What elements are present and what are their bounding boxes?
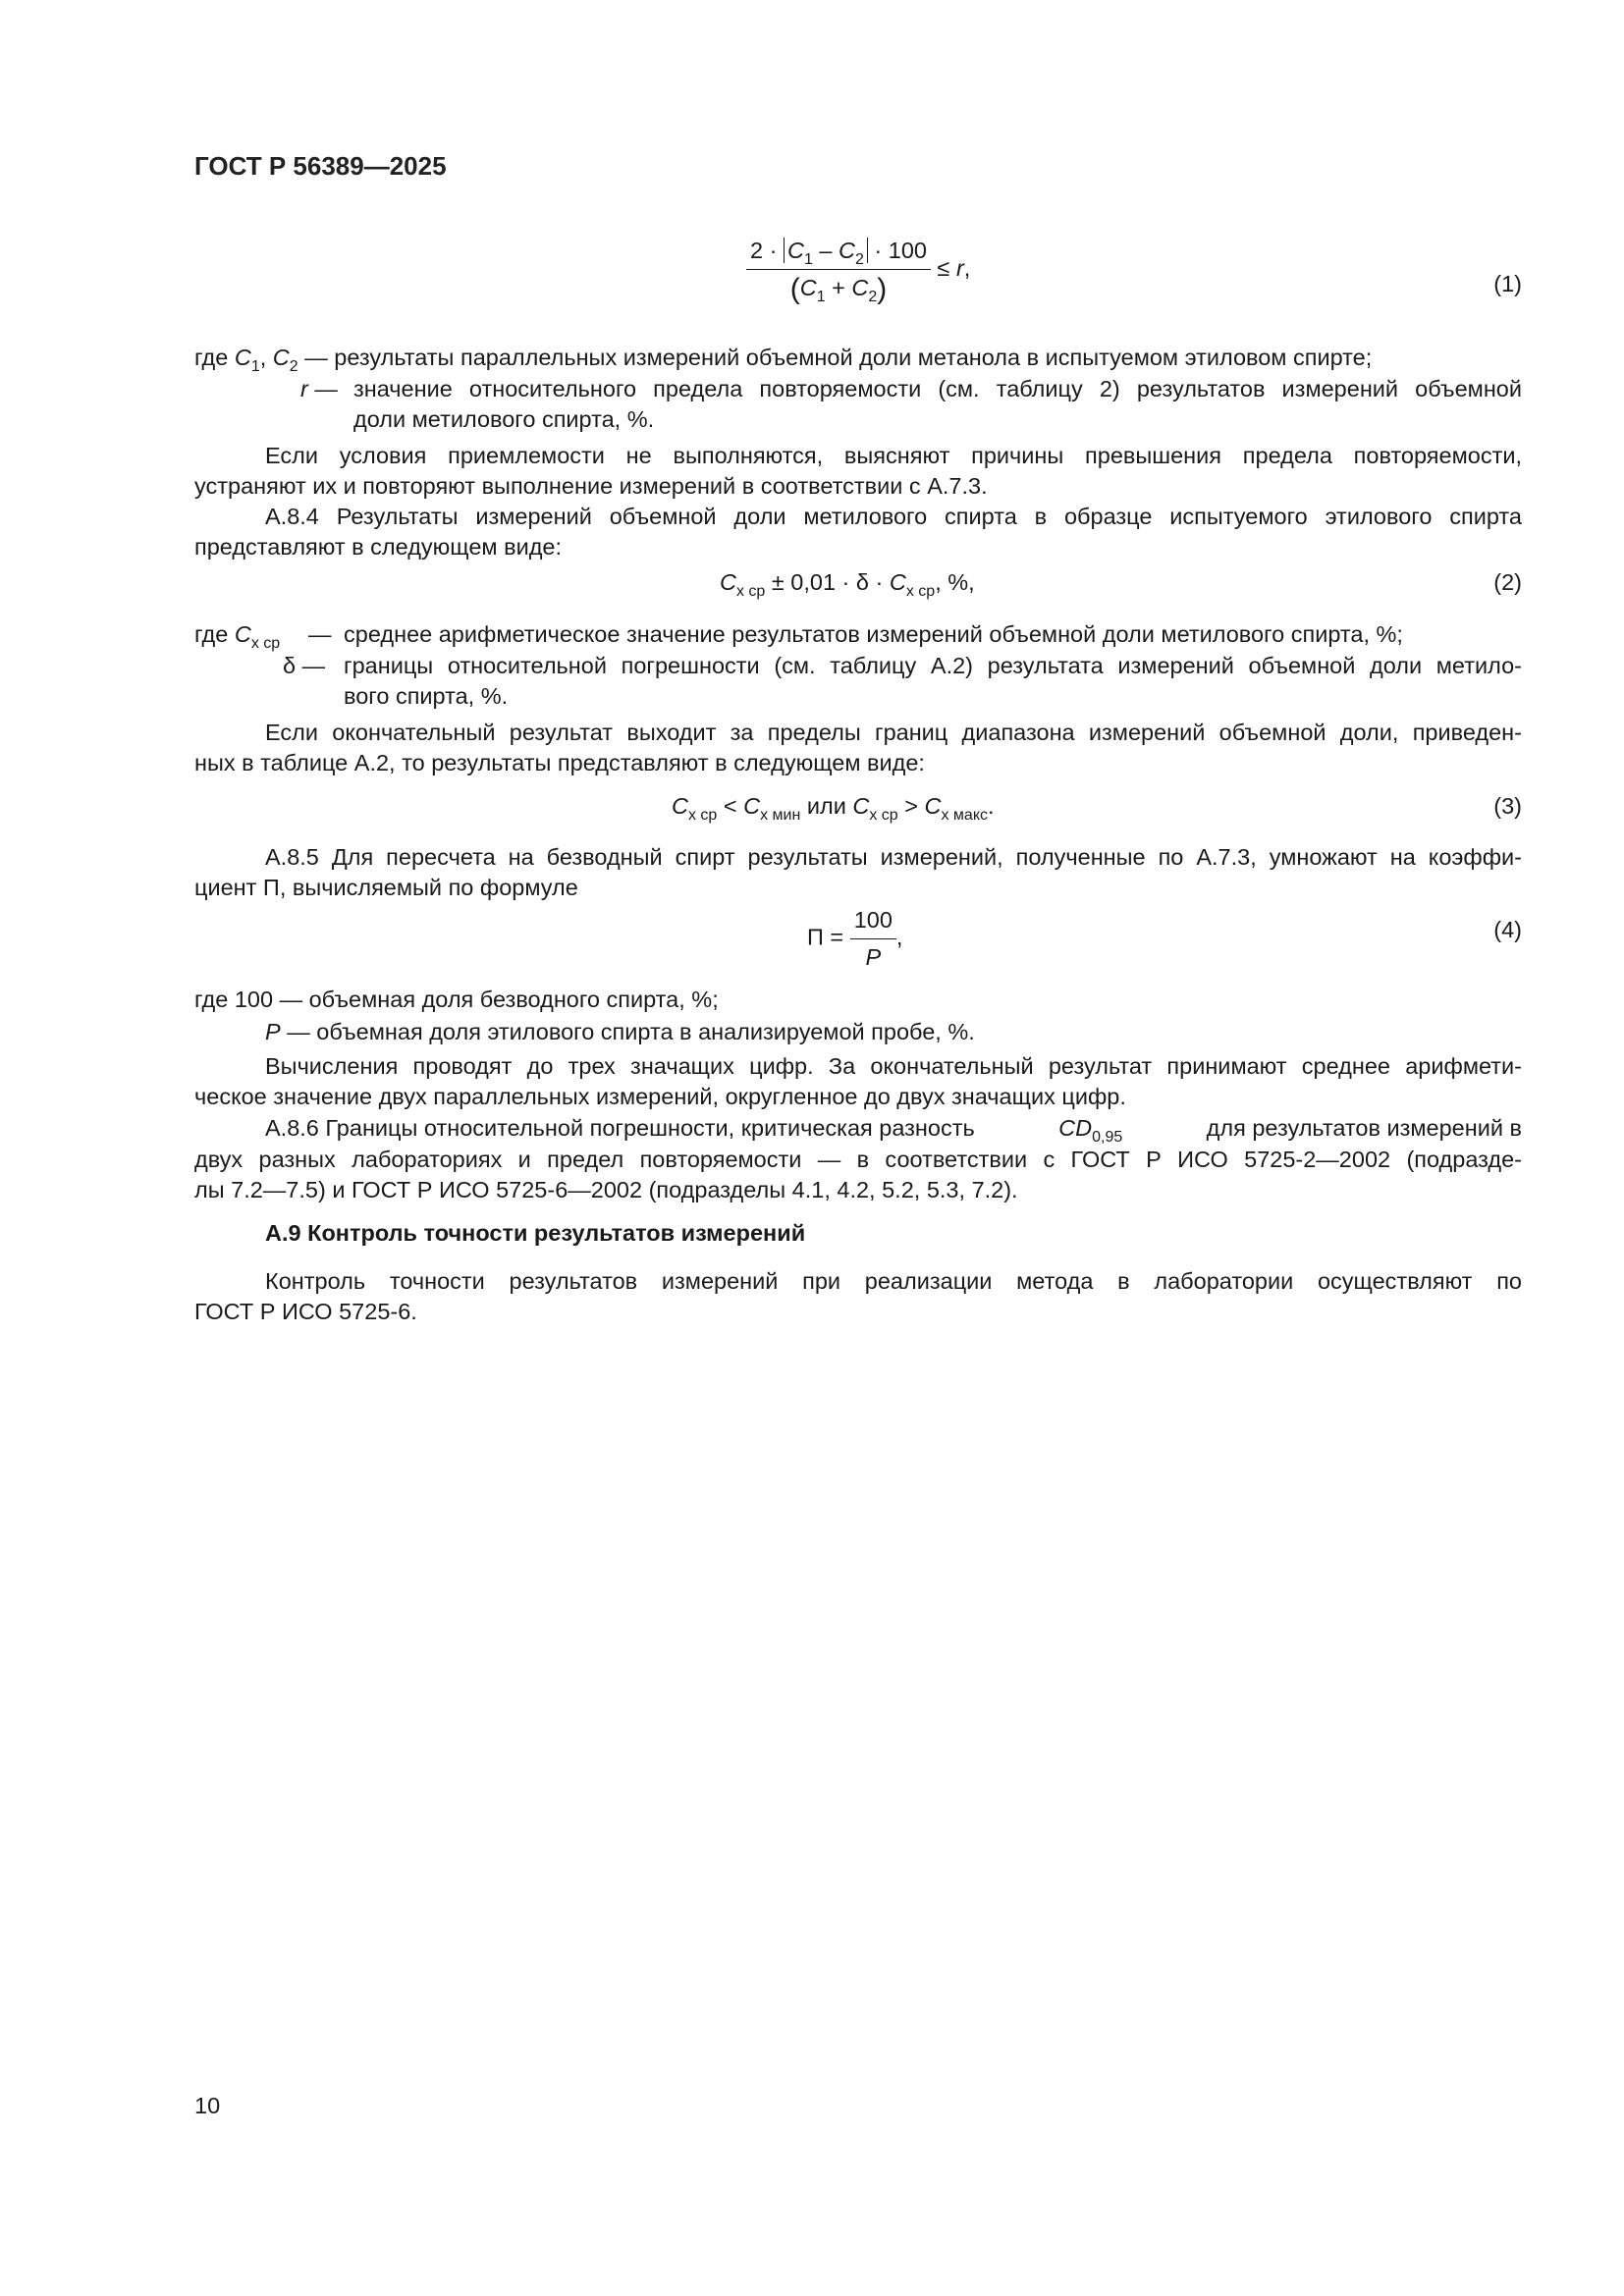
where-r: r — [300,376,338,401]
section-a9-title: А.9 Контроль точности результатов измерений [265,1220,806,1246]
where-delta-text-cont: вого спирта, %. [344,683,509,709]
where-delta: δ — [283,653,326,678]
formula-1-denominator: $(C_1 + C_2)$ [789,273,888,305]
paragraph-a85-line2: циент П, вычисляемый по формуле [194,875,578,900]
formula-3: $C_{x ср} < C_{x мин}$ или $C_{x ср} > C_{x макс}$. [672,793,995,824]
paragraph-a9-line2: ГОСТ Р ИСО 5725-6. [194,1299,417,1324]
where-r-text: значение относительного предела повторяемости (см. таблицу 2) результатов измерений объемной [353,376,1522,401]
formula-4-fraction: $\frac{100}{P}$ [850,905,896,973]
formula-1: $\frac{2 \cdot C_1 - C_2 \cdot 100}{(C_1 + C_2)}$ ≤ r, [746,236,970,304]
where-cx-text: среднее арифметическое значение результатов измерений объемной доли метилового спирта, %; [344,621,1403,647]
paragraph-a9-line1: Контроль точности результатов измерений при реализации метода в лаборатории осуществляют по [265,1268,1522,1294]
where-cx-dash: — [308,621,332,647]
paragraph-calc-line1: Вычисления проводят до трех значащих цифр. За окончательный результат принимают среднее арифмети- [265,1053,1522,1079]
paragraph-a86-line3: лы 7.2—7.5) и ГОСТ Р ИСО 5725-6—2002 (подразделы 4.1, 4.2, 5.2, 5.3, 7.2). [194,1177,1018,1202]
paragraph-a86-line2: двух разных лабораториях и предел повторяемости — в соответствии с ГОСТ Р ИСО 5725-2—2002 (подразде- [194,1147,1522,1172]
paragraph-conditions-line2: устраняют их и повторяют выполнение измерений в соответствии с А.7.3. [194,473,988,499]
where-100: где 100 — объемная доля безводного спирта, %; [194,987,719,1012]
paragraph-calc-line2: ческое значение двух параллельных измерений, округленное до двух значащих цифр. [194,1084,1126,1109]
page-number: 10 [194,2093,221,2118]
equation-number-4: (4) [1493,917,1522,942]
paragraph-a84-line2: представляют в следующем виде: [194,534,563,560]
paragraph-final-line1: Если окончательный результат выходит за пределы границ диапазона измерений объемной доли, приведен- [265,720,1522,745]
where-r-text-cont: доли метилового спирта, %. [353,406,655,432]
formula-2: $C_{x ср} \pm 0,01 \cdot \delta \cdot C_{x ср}$, %, [720,569,975,600]
equation-number-2: (2) [1493,569,1522,595]
where-cx-avg: где $C_{x ср}$ [194,621,281,652]
where-delta-text: границы относительной погрешности (см. таблицу А.2) результата измерений объемной доли метило- [344,653,1522,678]
formula-1-numerator: $2 \cdot C_1 - C_2 \cdot 100$ [746,236,931,270]
where-c1-c2: где $C_1$, $C_2$ — результаты параллельных измерений объемной доли метанола в испытуемом этиловом спирте; [194,345,1373,375]
paragraph-a85-line1: А.8.5 Для пересчета на безводный спирт результаты измерений, полученные по А.7.3, умножают на коэффи- [265,844,1522,870]
paragraph-a86-line1: А.8.6 Границы относительной погрешности, критическая разность $CD_{0,95}$ для результатов измерений в [265,1115,1522,1146]
equation-number-1: (1) [1493,271,1522,296]
equation-number-3: (3) [1493,793,1522,819]
formula-4: П = $\frac{100}{P}$ , [807,905,902,973]
formula-1-fraction [746,236,931,304]
document-header: ГОСТ Р 56389—2025 [194,151,447,181]
paragraph-a84-line1: А.8.4 Результаты измерений объемной доли метилового спирта в образце испытуемого этилового спирта [265,504,1522,529]
paragraph-conditions-line1: Если условия приемлемости не выполняются, выясняют причины превышения предела повторяемости, [265,443,1522,468]
paragraph-final-line2: ных в таблице А.2, то результаты представляют в следующем виде: [194,750,925,775]
where-p: P — объемная доля этилового спирта в анализируемой пробе, %. [265,1019,975,1044]
